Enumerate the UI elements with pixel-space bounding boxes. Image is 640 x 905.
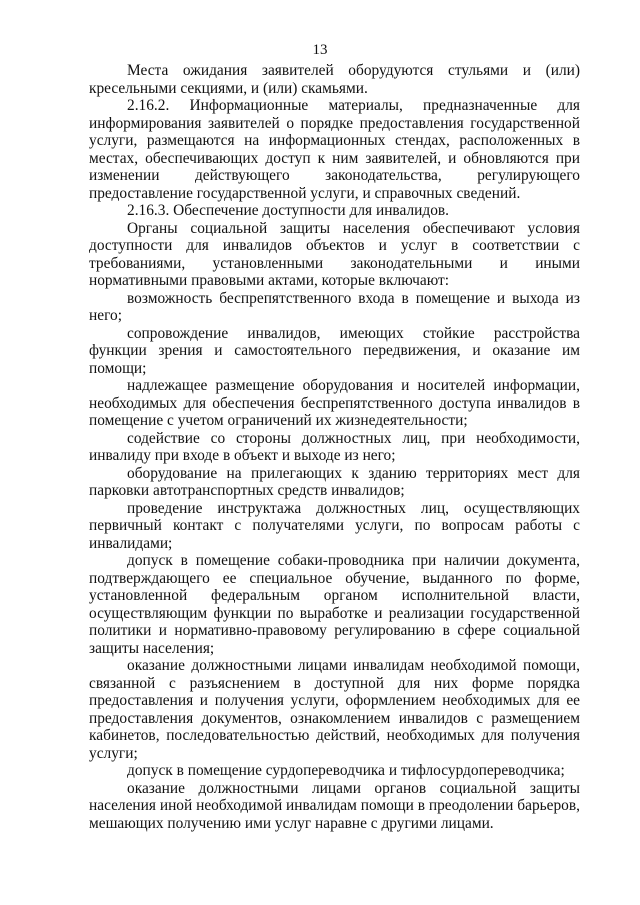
list-item-entry-exit: возможность беспрепятственного входа в помещение и выхода из него; <box>89 289 580 324</box>
page-number: 13 <box>312 42 328 58</box>
paragraph-waiting-areas: Места ожидания заявителей оборудуются стульями и (или) кресельными секциями, и (или) скамьями. <box>89 62 580 97</box>
paragraph-2-16-3-heading: 2.16.3. Обеспечение доступности для инвалидов. <box>127 202 450 219</box>
list-item-official-assistance: содействие со стороны должностных лиц, при необходимости, инвалиду при входе в объект и выходе из него; <box>89 429 580 464</box>
list-item-staff-briefing: проведение инструктажа должностных лиц, осуществляющих первичный контакт с получателями услуги, по вопросам работы с инвалидами; <box>89 499 580 552</box>
list-item-sign-interpreter: допуск в помещение сурдопереводчика и тифлосурдопереводчика; <box>127 762 565 779</box>
document-body <box>89 62 580 832</box>
paragraph-accessibility-intro: Органы социальной защиты населения обеспечивают условия доступности для инвалидов объектов и услуг в соответствии с требованиями, установленными законодательными и иными нормативными правовыми актами, которые включают: <box>89 219 580 289</box>
list-item-explanation-help: оказание должностными лицами инвалидам необходимой помощи, связанной с разъяснением в доступной для них форме порядка предоставления и получения услуги, оформлением необходимых для ее предоставления документов, ознакомлением инвалидов с размещением кабинетов, последовательностью действий, необходимых для получения услуги; <box>89 657 580 762</box>
paragraph-2-16-2: 2.16.2. Информационные материалы, предназначенные для информирования заявителей о порядке предоставления государственной услуги, размещаются на информационных стендах, расположенных в местах, обеспечивающих доступ к ним заявителей, и обновляются при изменении действующего законодательства, регулирующего предоставление государственной услуги, и справочных сведений. <box>89 97 580 202</box>
list-item-escort: сопровождение инвалидов, имеющих стойкие расстройства функции зрения и самостоятельного передвижения, и оказание им помощи; <box>89 324 580 377</box>
list-item-other-help: оказание должностными лицами органов социальной защиты населения иной необходимой инвалидам помощи в преодолении барьеров, мешающих получению ими услуг наравне с другими лицами. <box>89 779 580 832</box>
list-item-parking: оборудование на прилегающих к зданию территориях мест для парковки автотранспортных средств инвалидов; <box>89 464 580 499</box>
list-item-equipment-placement: надлежащее размещение оборудования и носителей информации, необходимых для обеспечения беспрепятственного доступа инвалидов в помещение с учетом ограничений их жизнедеятельности; <box>89 377 580 429</box>
list-item-guide-dog: допуск в помещение собаки-проводника при наличии документа, подтверждающего ее специальное обучение, выданного по форме, установленной федеральным органом исполнительной власти, осуществляющим функции по выработке и реализации государственной политики и нормативно-правовому регулированию в сфере социальной защиты населения; <box>89 552 580 657</box>
